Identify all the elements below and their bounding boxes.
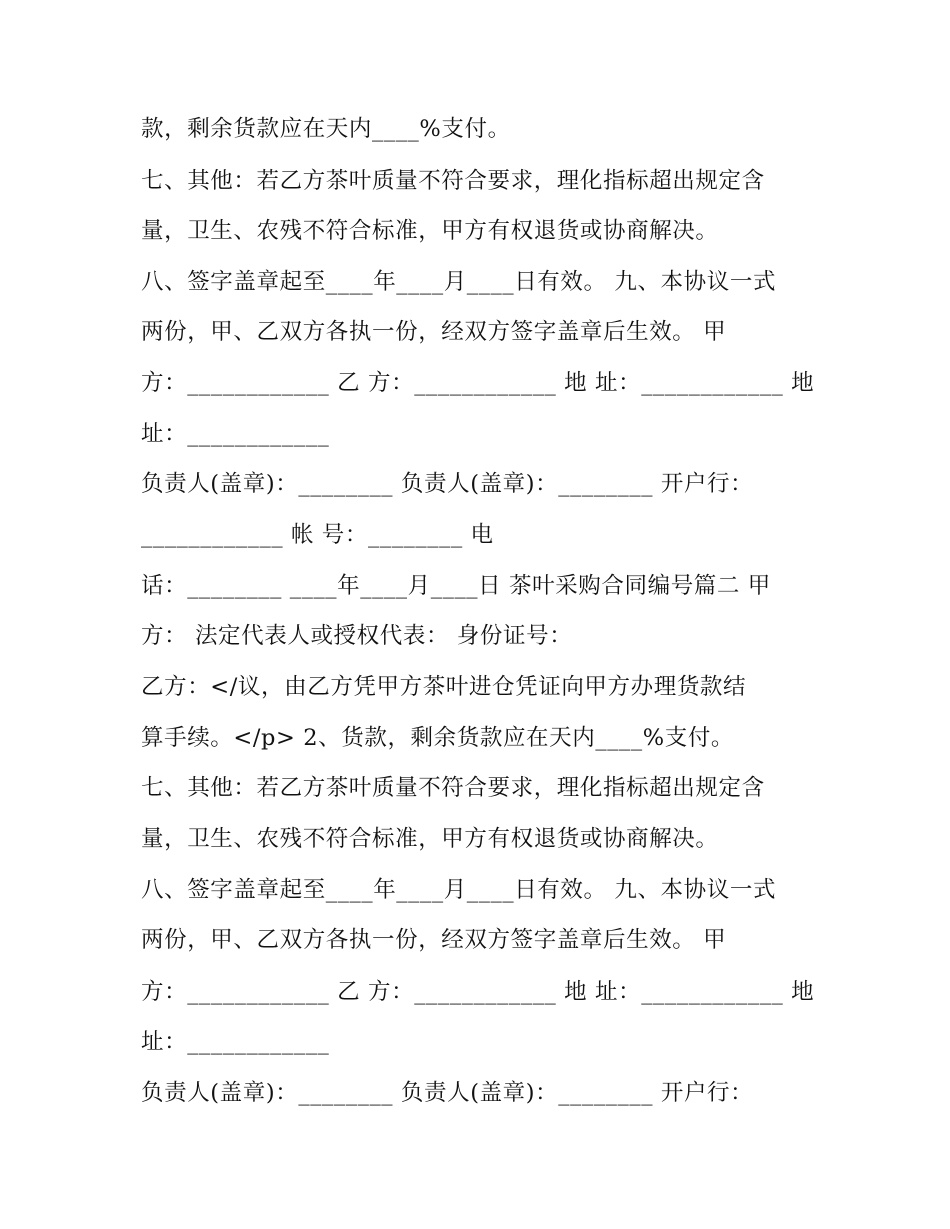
text-line: 话：________ ____年____月____日 茶叶采购合同编号篇二 甲 [141, 573, 771, 599]
text-line: 八、签字盖章起至____年____月____日有效。 九、本协议一式 [141, 269, 777, 295]
text-line: 负责人(盖章)：________ 负责人(盖章)：________ 开户行： [141, 471, 754, 497]
text-line: 七、其他：若乙方茶叶质量不符合要求，理化指标超出规定含 [141, 775, 765, 801]
text-line: 方： 法定代表人或授权代表： 身份证号： [141, 623, 573, 649]
text-line: 两份，甲、乙双方各执一份，经双方签字盖章后生效。 甲 [141, 319, 727, 345]
text-line: 量，卫生、农残不符合标准，甲方有权退货或协商解决。 [141, 218, 719, 244]
text-line: 算手续。</p> 2、货款，剩余货款应在天内____%支付。 [141, 725, 735, 751]
text-line: 七、其他：若乙方茶叶质量不符合要求，理化指标超出规定含 [141, 168, 765, 194]
text-line: 两份，甲、乙双方各执一份，经双方签字盖章后生效。 甲 [141, 927, 727, 953]
text-line: 款，剩余货款应在天内____%支付。 [141, 116, 511, 142]
text-line: 址：____________ [141, 421, 330, 447]
text-line: ____________ 帐 号：________ 电 [141, 522, 494, 548]
text-line: 负责人(盖章)：________ 负责人(盖章)：________ 开户行： [141, 1080, 754, 1106]
text-line: 量，卫生、农残不符合标准，甲方有权退货或协商解决。 [141, 826, 719, 852]
text-line: 方：____________ 乙 方：____________ 地 址：____________ 地 [141, 979, 815, 1005]
text-line: 乙方：</议，由乙方凭甲方茶叶进仓凭证向甲方办理货款结 [141, 674, 747, 700]
text-line: 八、签字盖章起至____年____月____日有效。 九、本协议一式 [141, 877, 777, 903]
text-line: 址：____________ [141, 1029, 330, 1055]
text-line: 方：____________ 乙 方：____________ 地 址：____________ 地 [141, 370, 815, 396]
